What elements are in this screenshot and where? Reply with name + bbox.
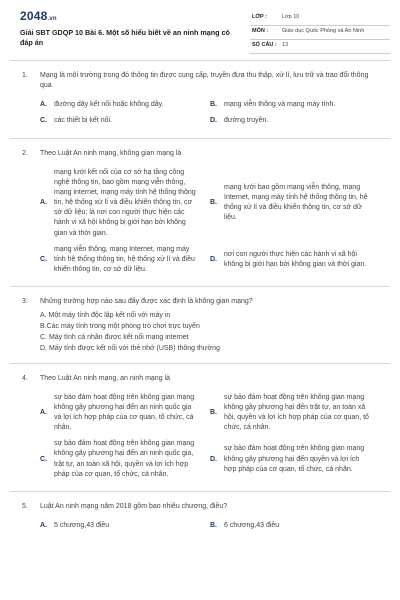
question-text: Luật An ninh mạng năm 2018 gồm bao nhiêu chương, điều? [40,502,228,510]
question-text: Theo Luật An ninh mạng, không gian mạng là [40,149,182,157]
meta-key: LỚP : [252,14,267,21]
answer-list [40,311,380,354]
option-c[interactable]: C. sự bảo đảm hoạt động trên không gian mạng không gây phương hại đến an ninh quốc gia, trật tự, an toàn xã hội, quyền và lợi ích hợp pháp của cơ quan, tổ chức, cá nhân. [40,440,195,478]
answer-options [40,518,380,534]
meta-value: 13 [282,42,289,49]
option-a[interactable]: A. sự bảo đảm hoạt động trên không gian mạng không gây phương hại đến an ninh quốc gia và lợi ích hợp pháp của cơ quan, tổ chức, cá nhân. [40,393,195,432]
meta-row-class [250,12,390,26]
meta-value: Lớp 10 [282,14,300,21]
option-a[interactable]: A. đường dây kết nối hoặc không dây. [40,101,164,109]
question-number: 5. [22,502,28,510]
option-b[interactable]: B. sự bảo đảm hoạt động trên không gian mạng không gây phương hại đến trật tự, an toàn xã hội, quyền và lợi ích hợp pháp của cơ quan, tổ chức, cá nhân. [210,393,369,432]
logo-suffix: .vn [47,16,57,22]
list-item[interactable]: A. Một máy tính độc lập kết nối với máy in [40,312,171,320]
meta-row-count [250,40,390,54]
option-a[interactable]: A. 5 chương,43 điều [40,522,110,530]
list-item[interactable]: C. Máy tính cá nhân được kết nối mạng internet [40,333,189,341]
question-1 [0,61,400,138]
meta-table [250,12,390,54]
question-text: Mạng là môi trường trong đó thông tin được cung cấp, truyền đưa thu thập, xử lí, lưu trữ và trao đổi thông qua [40,72,369,90]
meta-value: Giáo dục Quốc Phòng và An Ninh [282,28,365,35]
question-4 [0,364,400,491]
meta-row-subject [250,26,390,40]
option-d[interactable]: D. sự bảo đảm hoạt động trên không gian mạng không gây phương hại đến quyền và lợi ích hợp pháp của cơ quan, tổ chức, cá nhân. [210,445,365,473]
answer-options [40,165,380,278]
option-d[interactable]: D. nơi con người thực hiện các hành vi xã hội không bị giới hạn bởi không gian và thời gian. [210,250,367,268]
answer-options [40,390,380,483]
question-text: Những trường hợp nào sau đây được xác định là không gian mạng? [40,298,253,306]
list-item[interactable]: D. Máy tính được kết nối với thẻ nhớ (USB) thông thường [40,344,220,352]
meta-key: MÔN : [252,28,269,35]
option-a[interactable]: A. mạng lưới kết nối của cơ sở hạ tầng công nghệ thông tin, bao gồm mạng viễn thông, mạng internet, mạng máy tính hệ thống thông tin, hệ thống xử lí và điều khiển thông tin, cơ sở dữ liệu; là nơi con người thực hiện các hành vi xã hội không bị giới hạn bởi không gian và thời gian. [40,168,196,237]
question-number: 2. [22,149,28,157]
page-header [0,0,400,60]
question-number: 4. [22,374,28,382]
option-c[interactable]: C. mạng viễn thông, mạng Internet, mạng máy tính hệ thống thông tin, hệ thống xử lí và điều khiển thông tin, cơ sở dữ liệu. [40,245,195,273]
question-number: 3. [22,298,28,306]
list-item[interactable]: B.Các máy tính trong một phòng trò chơi trực tuyến [40,323,200,331]
answer-options [40,97,380,129]
option-c[interactable]: C. các thiết bị kết nối. [40,117,112,125]
question-3 [0,287,400,363]
meta-key: SỐ CÂU : [252,42,277,49]
option-d[interactable]: D. đường truyền. [210,117,269,125]
option-b[interactable]: B. 6 chương,43 điều [210,522,280,530]
question-text: Theo Luật An ninh mạng, an ninh mạng là [40,374,170,382]
document-title: Giải SBT GDQP 10 Bài 6. Một số hiểu biết về an ninh mạng có đáp án [20,28,230,47]
option-b[interactable]: B. mạng viễn thông và mạng máy tính. [210,101,336,109]
option-b[interactable]: B. mạng lưới bao gồm mạng viễn thông, mạng Internet, mạng máy tính hệ thống thông tin, hệ thống xử lí và điều khiển thông tin, cơ sở dữ liệu. [210,183,368,222]
question-number: 1. [22,72,28,79]
question-2 [0,139,400,287]
question-5 [0,492,400,542]
logo-main: 2048 [20,9,48,23]
